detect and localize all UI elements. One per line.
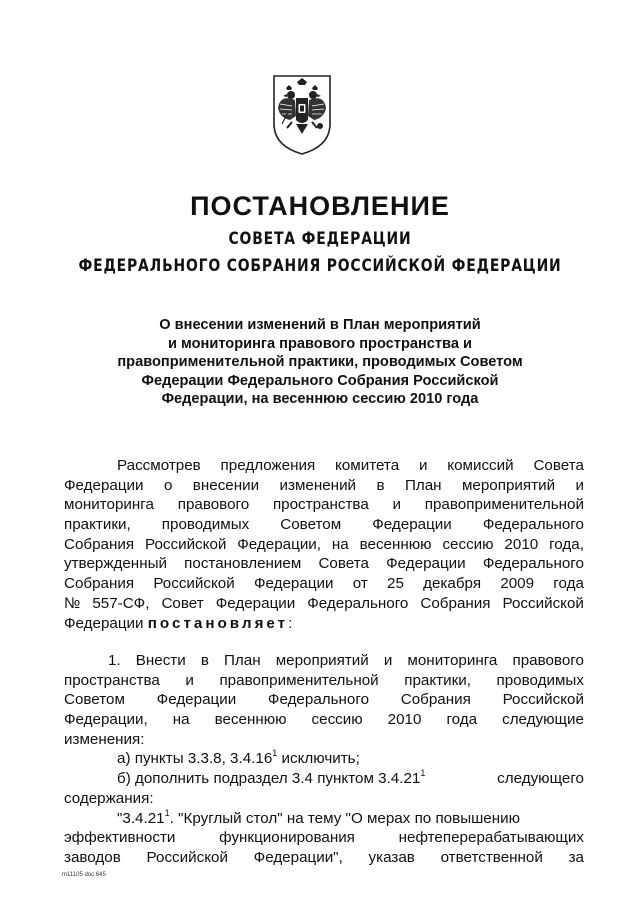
word: и [383,652,393,669]
resolution-prefix: Федерации [64,614,148,632]
text-line [64,690,584,710]
item-b-suffix: следующего [497,770,584,788]
word: за [568,848,584,866]
word: и [185,671,194,689]
word: функционирования [219,829,355,847]
word: Собрания [420,594,491,612]
word: Российской [153,575,235,593]
word: Федерации, [64,711,148,729]
word: утвержденный [64,555,167,573]
item-b-line [64,769,584,789]
word: весеннюю [359,535,432,553]
item-b-text [117,769,425,789]
document-type-title: ПОСТАНОВЛЕНИЕ [190,191,450,221]
word: Российской [502,691,584,709]
word: комитета [335,457,400,474]
word: заводов [64,848,121,866]
word: Федерации [386,555,466,573]
text-line [64,710,584,730]
word: внесении [192,476,260,494]
text-line [64,515,584,535]
word: в [200,652,209,669]
text-line [64,828,584,848]
word: эффективности [64,829,176,847]
word: 2009 [500,575,535,593]
word: на [331,535,349,553]
word: Федерации [64,476,144,494]
double-headed-eagle-icon [270,72,334,156]
word: сессию [442,535,494,553]
word: Федерального [482,555,584,573]
word: года [553,575,584,593]
word: Федерации", [253,848,343,866]
document-file-code: m11105 doc 645 [62,872,106,878]
preamble-paragraph [64,456,584,633]
text-line [64,594,584,614]
item-b-prefix: б) дополнить подраздел 3.4 пунктом 3.4.21 [117,770,421,788]
text-line: изменения: [64,730,145,748]
word: Российской [146,848,228,866]
word: Федерального [267,691,370,709]
item-a-suffix: исключить; [277,750,360,768]
text-line: содержания: [64,789,154,807]
word: изменений [279,476,357,494]
word: Федерации [215,594,296,612]
word: нефтеперерабатывающих [398,829,584,847]
subject-line: Федерации Федерального Собрания Российской [141,372,499,389]
word: постановлением [184,555,302,573]
word: Совета [318,555,369,573]
word: проводимых [161,516,250,534]
word: 2010 [387,711,422,729]
word: 557-СФ, [92,594,150,612]
word: Российской [144,535,227,553]
word: декабря [423,575,482,593]
word: правового [177,496,250,514]
word: практики, [404,671,471,689]
quote-prefix: "3.4.21 [117,809,165,827]
text-line [64,495,584,515]
resolution-colon: : [288,614,293,632]
word: Советом [280,516,342,534]
word: Собрания [64,535,135,553]
word: года, [549,535,584,553]
word: и [418,457,428,474]
text-line [64,554,584,574]
word: мероприятий [461,476,556,494]
word: Федерации, [237,535,322,553]
document-subject [80,316,560,409]
word: года [446,711,478,729]
word: Советом [64,691,125,709]
item-a-line [64,749,584,769]
issuing-body-line-1: СОВЕТА ФЕДЕРАЦИИ [228,229,412,249]
resolution-keyword: постановляет [147,614,289,632]
word: правоприменительной [219,671,379,689]
word: указав [368,848,415,866]
word: на [172,711,190,729]
word: 25 [387,575,404,593]
word: 1. [108,652,121,669]
subject-line: О внесении изменений в План мероприятий [159,317,481,333]
word: в [376,476,385,494]
subject-line: правоприменительной практики, проводимых Советом [117,354,523,370]
word: предложения [220,457,316,474]
text-line [64,848,584,868]
subject-line: и мониторинга правового пространства и [168,335,472,352]
item-b-superscript: 1 [420,768,426,779]
word: Российской [502,594,584,612]
word: от [352,575,368,593]
word: правового [512,652,584,669]
word: проводимых [496,671,584,689]
word: мониторинга [64,496,154,514]
word: мероприятий [275,652,369,669]
word: о [163,476,173,494]
word: мониторинга [407,652,498,669]
word: пространства [272,496,369,514]
text-line [64,574,584,594]
word: Совет [161,594,204,612]
word: и [575,476,584,494]
word: ответственной [440,848,543,866]
word: Собрания [400,691,471,709]
coat-of-arms-emblem [270,72,334,156]
word: Внести [135,652,186,669]
word: План [223,652,261,669]
text-line [64,456,584,476]
quote-suffix: . "Круглый стол" на тему "О мерах по повышению [169,809,521,827]
text-line [64,614,584,634]
word: Федерации [372,516,452,534]
text-line [64,476,584,496]
word: весеннюю [214,711,287,729]
word: практики, [64,516,131,534]
text-line [64,535,584,555]
item-a-superscript: 1 [272,748,278,759]
word: Рассмотрев [117,457,201,474]
word: Собрания [64,575,135,593]
word: Федерального [307,594,409,612]
quote-superscript: 1 [164,807,170,818]
subject-line: Федерации, на весеннюю сессию 2010 года [161,391,479,407]
clause-1-paragraph [64,651,584,868]
word: 2010 [504,535,539,553]
word: Совета [533,457,584,474]
word: сессию [311,711,363,729]
quote-line [64,809,584,829]
word: План [404,476,442,494]
word: пространства [64,671,160,689]
text-line [64,651,584,671]
word: Федерации [156,691,237,709]
word: и [392,496,402,514]
word: комиссий [447,457,514,474]
word: следующие [502,711,584,729]
word: правоприменительной [424,496,584,514]
item-a-text: а) пункты 3.3.8, 3.4.16 [117,750,273,768]
text-line [64,671,584,691]
word: Федерального [482,516,584,534]
word: № [64,594,81,612]
issuing-body-line-2: ФЕДЕРАЛЬНОГО СОБРАНИЯ РОССИЙСКОЙ ФЕДЕРАЦИИ [78,256,562,276]
word: Федерации [253,575,334,593]
